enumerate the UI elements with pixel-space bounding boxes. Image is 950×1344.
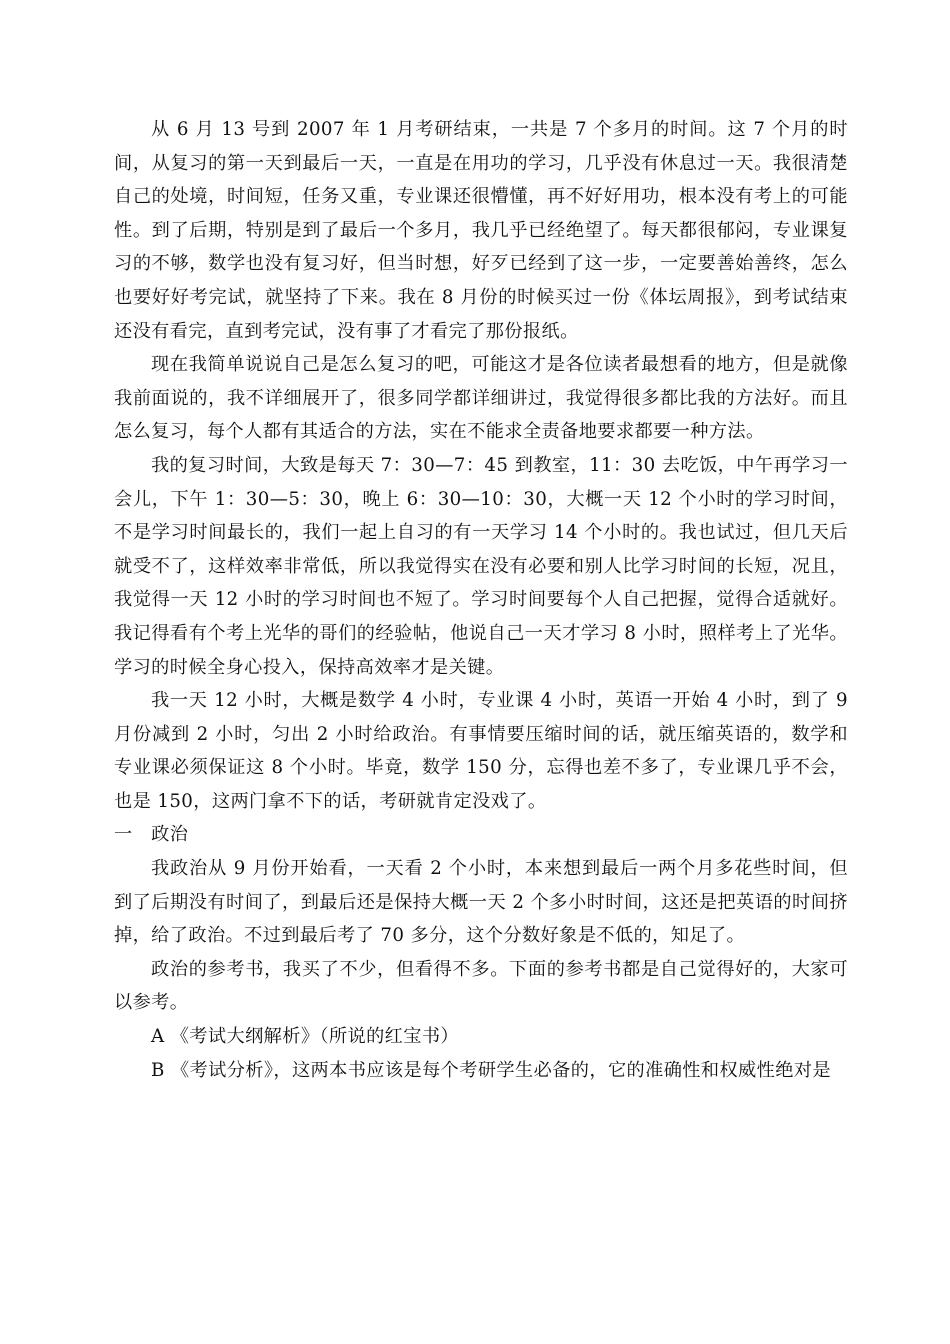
list-item-reference-a: A 《考试大纲解析》（所说的红宝书） [151,1026,460,1048]
paragraph-subject-allocation: 我一天 12 小时，大概是数学 4 小时，专业课 4 小时，英语一开始 4 小时，到了 9 月份减到 2 小时，匀出 2 小时给政治。有事情要压缩时间的话，就压缩英语的，数学和专业课必须保证这 8 个小时。毕竟，数学 150 分，忘得也差不多了，专业课几乎不会，也是 150，这两门拿不下的话，考研就肯定没戏了。 [114,690,848,812]
paragraph-study-schedule: 我的复习时间，大致是每天 7：30—7：45 到教室，11：30 去吃饭，中午再学习一会儿，下午 1：30—5：30，晚上 6：30—10：30，大概一天 12 个小时的学习时间，不是学习时间最长的，我们一起上自习的有一天学习 14 个小时的。我也试过，但几天后就受不了，这样效率非常低，所以我觉得实在没有必要和别人比学习时间的长短，况且，我觉得一天 12 小时的学习时间也不短了。学习时间要每个人自己把握，觉得合适就好。我记得看有个考上光华的哥们的经验帖，他说自己一天才学习 8 小时，照样考上了光华。学习的时候全身心投入，保持高效率才是关键。 [114,454,848,678]
paragraph-method-overview: 现在我简单说说自己是怎么复习的吧，可能这才是各位读者最想看的地方，但是就像我前面说的，我不详细展开了，很多同学都详细讲过，我觉得很多都比我的方法好。而且怎么复习，每个人都有其适合的方法，实在不能求全责备地要求都要一种方法。 [114,354,848,443]
section-heading-politics: 一 政治 [114,824,189,846]
paragraph-intro: 从 6 月 13 号到 2007 年 1 月考研结束，一共是 7 个多月的时间。这 7 个月的时间，从复习的第一天到最后一天，一直是在用功的学习，几乎没有休息过一天。我很清楚自己的处境，时间短，任务又重，专业课还很懵懂，再不好好用功，根本没有考上的可能性。到了后期，特别是到了最后一个多月，我几乎已经绝望了。每天都很郁闷，专业课复习的不够，数学也没有复习好，但当时想，好歹已经到了这一步，一定要善始善终，怎么也要好好考完试，就坚持了下来。我在 8 月份的时候买过一份《体坛周报》，到考试结束还没有看完，直到考完试，没有事了才看完了那份报纸。 [114,119,848,342]
list-item-reference-b: B 《考试分析》，这两本书应该是每个考研学生必备的，它的准确性和权威性绝对是 [151,1059,831,1081]
paragraph-politics-references: 政治的参考书，我买了不少，但看得不多。下面的参考书都是自己觉得好的，大家可以参考。 [114,958,848,1014]
document-body [114,113,848,1087]
paragraph-politics-study: 我政治从 9 月份开始看，一天看 2 个小时，本来想到最后一两个月多花些时间，但到了后期没有时间了，到最后还是保持大概一天 2 个多小时时间，这还是把英语的时间挤掉，给了政治。不过到最后考了 70 多分，这个分数好象是不低的，知足了。 [114,858,848,947]
